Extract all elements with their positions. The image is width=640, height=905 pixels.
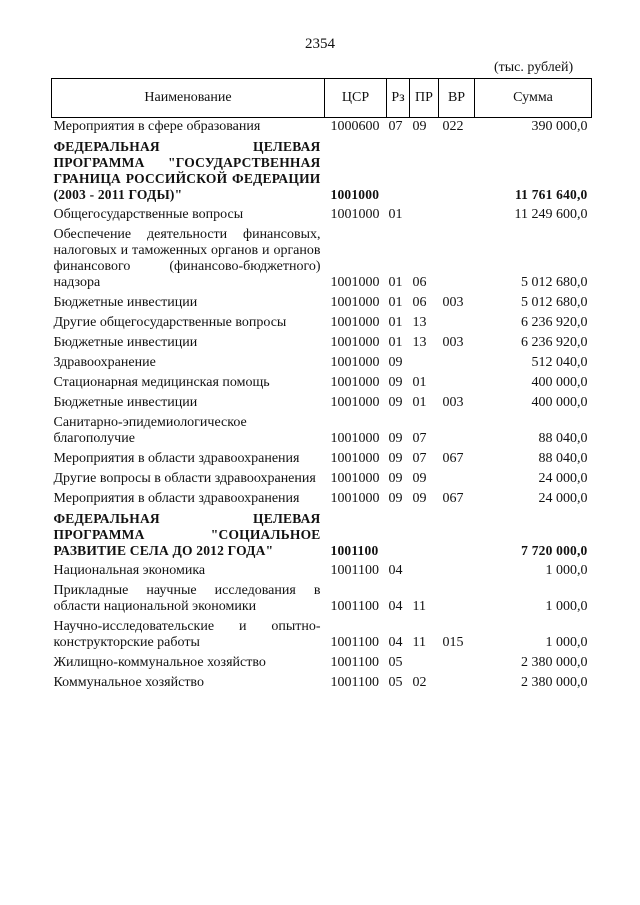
cell-rz: 05 (388, 675, 403, 690)
cell-vr (439, 470, 475, 490)
cell-name: Мероприятия в сфере образования (53, 119, 261, 134)
cell-rz: 04 (388, 563, 403, 578)
column-header-vr: ВР (439, 79, 475, 118)
table-row (52, 450, 592, 470)
cell-vr (439, 654, 475, 674)
table-row (52, 314, 592, 334)
cell-csr: 1001000 (330, 431, 380, 446)
cell-pr: 07 (412, 431, 427, 446)
cell-name: Бюджетные инвестиции (53, 395, 198, 410)
table-row (52, 618, 592, 654)
cell-rz: 07 (388, 119, 403, 134)
cell-name: Общегосударственные вопросы (53, 207, 244, 222)
table-body (52, 118, 592, 695)
cell-csr: 1001000 (330, 315, 380, 330)
cell-vr (439, 374, 475, 394)
cell-vr (439, 582, 475, 618)
cell-name: Обеспечение деятельности финансовых, налоговых и таможенных органов и органов финансового (финансово-бюджетного) надзора (53, 227, 321, 290)
cell-sum: 6 236 920,0 (521, 315, 588, 330)
cell-pr: 13 (412, 315, 427, 330)
cell-csr: 1001000 (330, 395, 380, 410)
cell-name: Санитарно-эпидемиологическое благополучие (53, 415, 247, 446)
cell-vr (439, 138, 475, 206)
cell-vr (439, 226, 475, 294)
cell-sum: 1 000,0 (545, 599, 588, 614)
cell-vr: 003 (442, 295, 464, 310)
cell-vr (439, 510, 475, 562)
cell-sum: 7 720 000,0 (521, 543, 588, 558)
cell-pr: 06 (412, 275, 427, 290)
cell-rz: 09 (388, 355, 403, 370)
column-header-csr: ЦСР (325, 79, 387, 118)
table-row (52, 414, 592, 450)
cell-csr: 1001100 (330, 543, 379, 558)
cell-sum: 11 761 640,0 (514, 187, 588, 202)
cell-vr: 015 (442, 635, 464, 650)
cell-vr (439, 206, 475, 226)
cell-pr: 06 (412, 295, 427, 310)
cell-name: Здравоохранение (53, 355, 156, 370)
cell-csr: 1001100 (330, 675, 379, 690)
table-row (52, 226, 592, 294)
cell-sum: 5 012 680,0 (521, 275, 588, 290)
cell-rz (387, 138, 410, 206)
cell-rz: 01 (388, 335, 403, 350)
cell-name: ФЕДЕРАЛЬНАЯ ЦЕЛЕВАЯ ПРОГРАММА "ГОСУДАРСТВЕННАЯ ГРАНИЦА РОССИЙСКОЙ ФЕДЕРАЦИИ (2003 - 2011 ГОДЫ)" (53, 139, 321, 202)
cell-rz: 04 (388, 635, 403, 650)
table-row (52, 654, 592, 674)
cell-csr: 1001000 (330, 207, 380, 222)
cell-sum: 88 040,0 (538, 431, 588, 446)
cell-name: Мероприятия в области здравоохранения (53, 451, 300, 466)
table-row (52, 334, 592, 354)
cell-sum: 11 249 600,0 (514, 207, 588, 222)
table-row (52, 118, 592, 139)
cell-sum: 512 040,0 (531, 355, 588, 370)
cell-csr: 1001000 (330, 187, 380, 202)
cell-vr (439, 354, 475, 374)
cell-rz: 09 (388, 451, 403, 466)
column-header-sum: Сумма (475, 79, 592, 118)
cell-name: Другие общегосударственные вопросы (53, 315, 287, 330)
cell-sum: 24 000,0 (538, 491, 588, 506)
units-label: (тыс. рублей) (494, 60, 574, 75)
column-header-name: Наименование (52, 79, 325, 118)
page-number: 2354 (305, 36, 335, 52)
cell-pr (410, 510, 439, 562)
cell-csr: 1001100 (330, 563, 379, 578)
cell-csr: 1001000 (330, 491, 380, 506)
cell-pr (410, 206, 439, 226)
cell-vr: 003 (442, 335, 464, 350)
table-row (52, 582, 592, 618)
cell-csr: 1001000 (330, 471, 380, 486)
budget-table (51, 78, 592, 694)
cell-pr: 13 (412, 335, 427, 350)
cell-sum: 5 012 680,0 (521, 295, 588, 310)
cell-pr: 09 (412, 491, 427, 506)
cell-name: Стационарная медицинская помощь (53, 375, 270, 390)
cell-pr: 11 (412, 599, 426, 614)
cell-rz: 04 (388, 599, 403, 614)
cell-csr: 1001000 (330, 375, 380, 390)
table-row (52, 394, 592, 414)
cell-pr: 01 (412, 375, 427, 390)
cell-sum: 2 380 000,0 (521, 655, 588, 670)
cell-rz: 09 (388, 471, 403, 486)
cell-pr (410, 354, 439, 374)
cell-csr: 1001000 (330, 451, 380, 466)
cell-sum: 400 000,0 (531, 395, 588, 410)
table-row (52, 490, 592, 510)
cell-name: Мероприятия в области здравоохранения (53, 491, 300, 506)
cell-pr: 02 (412, 675, 427, 690)
table-row (52, 138, 592, 206)
cell-vr: 067 (442, 491, 464, 506)
cell-vr: 003 (442, 395, 464, 410)
cell-csr: 1001000 (330, 295, 380, 310)
cell-pr: 09 (412, 471, 427, 486)
cell-rz: 01 (388, 315, 403, 330)
table-row (52, 510, 592, 562)
cell-pr: 01 (412, 395, 427, 410)
cell-name: Коммунальное хозяйство (53, 675, 204, 690)
cell-sum: 24 000,0 (538, 471, 588, 486)
table-row (52, 374, 592, 394)
cell-vr (439, 674, 475, 694)
cell-rz: 01 (388, 295, 403, 310)
cell-name: Прикладные научные исследования в области национальной экономики (53, 583, 321, 614)
cell-csr: 1000600 (330, 119, 380, 134)
table-row (52, 674, 592, 694)
cell-csr: 1001000 (330, 275, 380, 290)
cell-rz: 01 (388, 207, 403, 222)
cell-vr: 067 (442, 451, 464, 466)
cell-sum: 6 236 920,0 (521, 335, 588, 350)
cell-vr: 022 (442, 119, 464, 134)
cell-sum: 390 000,0 (531, 119, 588, 134)
table-row (52, 294, 592, 314)
cell-csr: 1001100 (330, 635, 379, 650)
cell-pr (410, 654, 439, 674)
table-row (52, 470, 592, 490)
cell-sum: 88 040,0 (538, 451, 588, 466)
cell-name: Национальная экономика (53, 563, 206, 578)
cell-rz: 09 (388, 375, 403, 390)
cell-csr: 1001100 (330, 599, 379, 614)
cell-rz: 09 (388, 431, 403, 446)
cell-name: Бюджетные инвестиции (53, 295, 198, 310)
table-row (52, 206, 592, 226)
column-header-pr: ПР (410, 79, 439, 118)
table-header (52, 79, 592, 118)
cell-pr: 07 (412, 451, 427, 466)
cell-name: Другие вопросы в области здравоохранения (53, 471, 316, 486)
cell-pr (410, 562, 439, 582)
cell-sum: 400 000,0 (531, 375, 588, 390)
column-header-rz: Рз (387, 79, 410, 118)
cell-pr: 09 (412, 119, 427, 134)
cell-pr: 11 (412, 635, 426, 650)
cell-name: Научно-исследовательские и опытно-конструкторские работы (53, 619, 321, 650)
cell-sum: 2 380 000,0 (521, 675, 588, 690)
cell-rz: 05 (388, 655, 403, 670)
cell-name: Бюджетные инвестиции (53, 335, 198, 350)
cell-vr (439, 314, 475, 334)
cell-name: ФЕДЕРАЛЬНАЯ ЦЕЛЕВАЯ ПРОГРАММА "СОЦИАЛЬНОЕ РАЗВИТИЕ СЕЛА ДО 2012 ГОДА" (53, 511, 321, 558)
cell-vr (439, 414, 475, 450)
cell-sum: 1 000,0 (545, 635, 588, 650)
cell-rz: 09 (388, 491, 403, 506)
table-row (52, 562, 592, 582)
cell-rz: 09 (388, 395, 403, 410)
cell-name: Жилищно-коммунальное хозяйство (53, 655, 266, 670)
cell-rz: 01 (388, 275, 403, 290)
cell-pr (410, 138, 439, 206)
cell-vr (439, 562, 475, 582)
cell-csr: 1001100 (330, 655, 379, 670)
table-row (52, 354, 592, 374)
cell-csr: 1001000 (330, 335, 380, 350)
cell-sum: 1 000,0 (545, 563, 588, 578)
cell-csr: 1001000 (330, 355, 380, 370)
cell-rz (387, 510, 410, 562)
